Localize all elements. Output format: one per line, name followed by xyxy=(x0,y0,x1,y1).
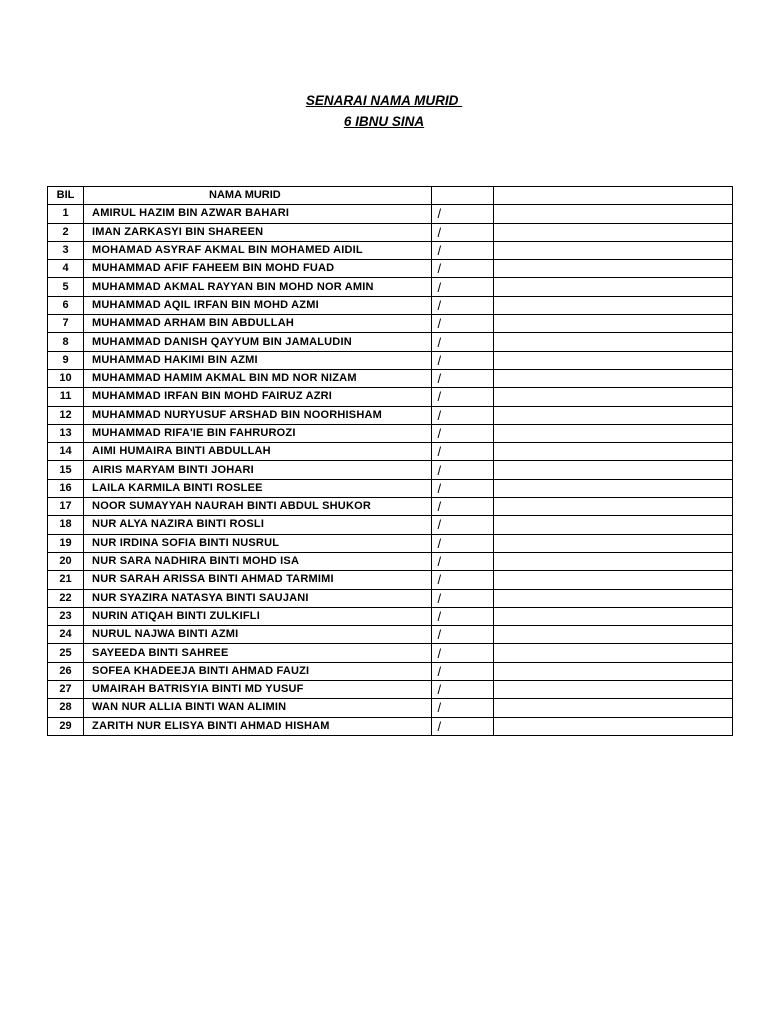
table-row xyxy=(48,333,733,351)
table-row xyxy=(48,516,733,534)
student-name: MUHAMMAD HAMIM AKMAL BIN MD NOR NIZAM xyxy=(84,369,432,387)
row-number: 19 xyxy=(48,534,84,552)
row-number: 24 xyxy=(48,626,84,644)
extra-cell xyxy=(493,241,732,259)
extra-cell xyxy=(493,626,732,644)
attendance-mark: / xyxy=(431,589,493,607)
student-name: NUR ALYA NAZIRA BINTI ROSLI xyxy=(84,516,432,534)
attendance-mark: / xyxy=(431,296,493,314)
extra-cell xyxy=(493,589,732,607)
extra-cell xyxy=(493,351,732,369)
table-row xyxy=(48,278,733,296)
extra-cell xyxy=(493,388,732,406)
title-heading: SENARAI NAMA MURID xyxy=(305,93,463,108)
row-number: 20 xyxy=(48,552,84,570)
row-number: 3 xyxy=(48,241,84,259)
extra-cell xyxy=(493,424,732,442)
class-name-heading: 6 IBNU SINA xyxy=(343,114,425,129)
extra-cell xyxy=(493,260,732,278)
student-name: WAN NUR ALLIA BINTI WAN ALIMIN xyxy=(84,699,432,717)
extra-cell xyxy=(493,296,732,314)
attendance-mark: / xyxy=(431,406,493,424)
table-row xyxy=(48,662,733,680)
row-number: 4 xyxy=(48,260,84,278)
attendance-mark: / xyxy=(431,644,493,662)
student-name: MOHAMAD ASYRAF AKMAL BIN MOHAMED AIDIL xyxy=(84,241,432,259)
table-row xyxy=(48,498,733,516)
row-number: 7 xyxy=(48,315,84,333)
row-number: 27 xyxy=(48,681,84,699)
student-name: MUHAMMAD AQIL IRFAN BIN MOHD AZMI xyxy=(84,296,432,314)
attendance-mark: / xyxy=(431,260,493,278)
student-name: NOOR SUMAYYAH NAURAH BINTI ABDUL SHUKOR xyxy=(84,498,432,516)
table-row xyxy=(48,424,733,442)
table-row xyxy=(48,479,733,497)
row-number: 2 xyxy=(48,223,84,241)
extra-cell xyxy=(493,662,732,680)
student-name: MUHAMMAD NURYUSUF ARSHAD BIN NOORHISHAM xyxy=(84,406,432,424)
table-row xyxy=(48,351,733,369)
extra-cell xyxy=(493,205,732,223)
table-row xyxy=(48,589,733,607)
row-number: 13 xyxy=(48,424,84,442)
attendance-mark: / xyxy=(431,369,493,387)
extra-cell xyxy=(493,369,732,387)
row-number: 14 xyxy=(48,443,84,461)
table-row xyxy=(48,406,733,424)
extra-cell xyxy=(493,571,732,589)
table-header-row xyxy=(48,187,733,205)
extra-cell xyxy=(493,443,732,461)
student-name: MUHAMMAD DANISH QAYYUM BIN JAMALUDIN xyxy=(84,333,432,351)
attendance-mark: / xyxy=(431,607,493,625)
row-number: 12 xyxy=(48,406,84,424)
student-name: NUR SARA NADHIRA BINTI MOHD ISA xyxy=(84,552,432,570)
table-row xyxy=(48,369,733,387)
extra-cell xyxy=(493,644,732,662)
row-number: 21 xyxy=(48,571,84,589)
table-row xyxy=(48,626,733,644)
row-number: 15 xyxy=(48,461,84,479)
student-name: AIRIS MARYAM BINTI JOHARI xyxy=(84,461,432,479)
attendance-mark: / xyxy=(431,516,493,534)
table-row xyxy=(48,205,733,223)
document-title xyxy=(0,90,768,132)
attendance-mark: / xyxy=(431,626,493,644)
row-number: 16 xyxy=(48,479,84,497)
table-row xyxy=(48,461,733,479)
student-name: MUHAMMAD IRFAN BIN MOHD FAIRUZ AZRI xyxy=(84,388,432,406)
row-number: 26 xyxy=(48,662,84,680)
row-number: 25 xyxy=(48,644,84,662)
extra-cell xyxy=(493,681,732,699)
student-name: MUHAMMAD HAKIMI BIN AZMI xyxy=(84,351,432,369)
row-number: 28 xyxy=(48,699,84,717)
student-name: NURUL NAJWA BINTI AZMI xyxy=(84,626,432,644)
extra-cell xyxy=(493,516,732,534)
student-name: SAYEEDA BINTI SAHREE xyxy=(84,644,432,662)
attendance-mark: / xyxy=(431,552,493,570)
attendance-mark: / xyxy=(431,315,493,333)
table-row xyxy=(48,681,733,699)
row-number: 17 xyxy=(48,498,84,516)
row-number: 23 xyxy=(48,607,84,625)
student-name: AIMI HUMAIRA BINTI ABDULLAH xyxy=(84,443,432,461)
row-number: 9 xyxy=(48,351,84,369)
attendance-mark: / xyxy=(431,351,493,369)
header-extra xyxy=(493,187,732,205)
row-number: 1 xyxy=(48,205,84,223)
extra-cell xyxy=(493,552,732,570)
table-row xyxy=(48,571,733,589)
extra-cell xyxy=(493,406,732,424)
table-row xyxy=(48,223,733,241)
student-roster-table xyxy=(47,186,733,736)
attendance-mark: / xyxy=(431,479,493,497)
table-body xyxy=(48,205,733,736)
extra-cell xyxy=(493,607,732,625)
extra-cell xyxy=(493,699,732,717)
table-row xyxy=(48,644,733,662)
row-number: 5 xyxy=(48,278,84,296)
extra-cell xyxy=(493,315,732,333)
extra-cell xyxy=(493,717,732,735)
table-row xyxy=(48,241,733,259)
attendance-mark: / xyxy=(431,424,493,442)
attendance-mark: / xyxy=(431,443,493,461)
extra-cell xyxy=(493,223,732,241)
attendance-mark: / xyxy=(431,278,493,296)
student-name: MUHAMMAD AFIF FAHEEM BIN MOHD FUAD xyxy=(84,260,432,278)
row-number: 10 xyxy=(48,369,84,387)
attendance-mark: / xyxy=(431,717,493,735)
header-name: NAMA MURID xyxy=(84,187,432,205)
attendance-mark: / xyxy=(431,333,493,351)
header-mark xyxy=(431,187,493,205)
attendance-mark: / xyxy=(431,699,493,717)
row-number: 29 xyxy=(48,717,84,735)
student-name: MUHAMMAD RIFA'IE BIN FAHRUROZI xyxy=(84,424,432,442)
header-bil: BIL xyxy=(48,187,84,205)
table-row xyxy=(48,388,733,406)
student-name: ZARITH NUR ELISYA BINTI AHMAD HISHAM xyxy=(84,717,432,735)
attendance-mark: / xyxy=(431,388,493,406)
attendance-mark: / xyxy=(431,205,493,223)
table-row xyxy=(48,717,733,735)
row-number: 11 xyxy=(48,388,84,406)
student-name: SOFEA KHADEEJA BINTI AHMAD FAUZI xyxy=(84,662,432,680)
student-name: UMAIRAH BATRISYIA BINTI MD YUSUF xyxy=(84,681,432,699)
student-name: NUR SARAH ARISSA BINTI AHMAD TARMIMI xyxy=(84,571,432,589)
student-name: IMAN ZARKASYI BIN SHAREEN xyxy=(84,223,432,241)
attendance-mark: / xyxy=(431,681,493,699)
student-name: MUHAMMAD AKMAL RAYYAN BIN MOHD NOR AMIN xyxy=(84,278,432,296)
row-number: 8 xyxy=(48,333,84,351)
extra-cell xyxy=(493,498,732,516)
extra-cell xyxy=(493,461,732,479)
table-row xyxy=(48,552,733,570)
extra-cell xyxy=(493,479,732,497)
table-row xyxy=(48,260,733,278)
row-number: 22 xyxy=(48,589,84,607)
table-row xyxy=(48,607,733,625)
extra-cell xyxy=(493,333,732,351)
attendance-mark: / xyxy=(431,461,493,479)
student-name: LAILA KARMILA BINTI ROSLEE xyxy=(84,479,432,497)
attendance-mark: / xyxy=(431,241,493,259)
student-name: NUR IRDINA SOFIA BINTI NUSRUL xyxy=(84,534,432,552)
table-row xyxy=(48,443,733,461)
table-row xyxy=(48,315,733,333)
student-name: MUHAMMAD ARHAM BIN ABDULLAH xyxy=(84,315,432,333)
student-name: NUR SYAZIRA NATASYA BINTI SAUJANI xyxy=(84,589,432,607)
attendance-mark: / xyxy=(431,498,493,516)
row-number: 6 xyxy=(48,296,84,314)
student-name: NURIN ATIQAH BINTI ZULKIFLI xyxy=(84,607,432,625)
attendance-mark: / xyxy=(431,534,493,552)
row-number: 18 xyxy=(48,516,84,534)
student-name: AMIRUL HAZIM BIN AZWAR BAHARI xyxy=(84,205,432,223)
attendance-mark: / xyxy=(431,662,493,680)
table-row xyxy=(48,534,733,552)
table-row xyxy=(48,699,733,717)
attendance-mark: / xyxy=(431,571,493,589)
attendance-mark: / xyxy=(431,223,493,241)
extra-cell xyxy=(493,278,732,296)
extra-cell xyxy=(493,534,732,552)
table-row xyxy=(48,296,733,314)
